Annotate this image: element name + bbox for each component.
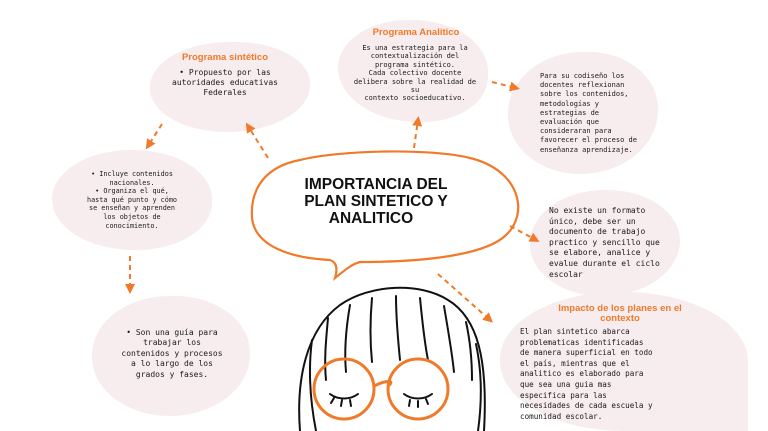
text-line: El plan sintetico abarca [520,327,630,336]
text-line: su [410,86,420,95]
text-line: • Incluye contenidos [91,170,173,178]
text-line: No existe un formato [549,206,646,215]
analitico-title: Programa Analitico [372,27,460,38]
title-line: contexto [600,313,640,324]
text-line: favorecer el proceso de [540,136,637,145]
codiseno-text [540,72,660,155]
closed-eyes-icon [330,394,432,407]
dashed-arrow-icon [414,120,418,148]
text-line: evalue durante el ciclo [549,258,660,268]
dashed-arrow-icon [492,82,516,88]
text-line: evaluación que [540,118,600,127]
text-line: contenidos y procesos [121,348,223,358]
text-line: estrategias de [540,108,600,117]
sintetico-text [160,68,290,98]
central-title-line: IMPORTANCIA DEL [304,176,448,193]
text-line: enseñanza aprendizaje. [540,145,633,154]
sintetico-title: Programa sintético [181,52,269,63]
text-line: el país, mientras que el [520,358,630,368]
central-title-line: ANALITICO [328,210,414,227]
text-line: hasta qué punto y cómo [86,195,178,204]
text-line: metodologías y [540,99,600,108]
text-line: especifica para las [520,390,607,400]
text-line: sobre los contenidos, [540,90,629,99]
text-line: se enseñan y aprenden [89,204,175,213]
text-line: comunidad escolar. [520,411,603,421]
text-line: conocimiento. [105,221,159,230]
text-line: escolar [549,269,583,279]
text-line: necesidades de cada escuela y [520,401,653,411]
text-line: contextualización del [370,52,460,61]
guia-text [102,328,242,380]
text-line: único, debe ser un [549,216,636,226]
text-line: analitico es elaborado para [520,369,644,379]
impacto-text [520,327,740,422]
text-line: • Son una guía para [126,328,218,337]
text-line: delibera sobre la realidad de [353,77,477,86]
text-line: autoridades educativas [172,78,278,87]
text-line: • Propuesto por las [179,68,271,77]
text-line: consideraran para [540,127,612,136]
girl-with-glasses-illustration [299,288,485,431]
text-line: se elabore, analice y [549,248,651,258]
text-line: trabajar los [143,338,201,348]
text-line: que sea una guia mas [520,379,612,389]
text-line: docentes reflexionan [540,81,625,90]
text-line: documento de trabajo [549,227,646,237]
text-line: a lo largo de los [131,359,213,369]
text-line: Cada colectivo docente [368,69,462,78]
glasses-icon [314,359,448,419]
text-line: • Organiza el qué, [95,187,169,196]
analitico-text [340,44,490,103]
formato-text [549,206,679,280]
central-title [286,176,466,227]
dashed-arrow-icon [510,226,536,240]
impacto-title [510,304,730,324]
title-line: Impacto de los planes en el [558,303,682,314]
text-line: los objetos de [103,212,161,221]
text-line: de manera superficial en todo [520,348,653,358]
text-line: practico y sencillo que [549,237,660,247]
text-line: contexto socioeducativo. [364,94,466,103]
text-line: nacionales. [109,178,155,187]
dashed-arrow-icon [148,124,162,146]
text-line: Federales [203,88,247,97]
dashed-arrow-icon [248,126,268,158]
text-line: programa sintético. [374,60,456,69]
incluye-text [62,170,202,230]
text-line: Es una estrategia para la [362,44,468,52]
text-line: grados y fases. [135,369,209,379]
central-title-line: PLAN SINTETICO Y [304,193,448,210]
text-line: problematicas identificadas [520,337,644,347]
text-line: Para su codiseño los [540,72,625,80]
